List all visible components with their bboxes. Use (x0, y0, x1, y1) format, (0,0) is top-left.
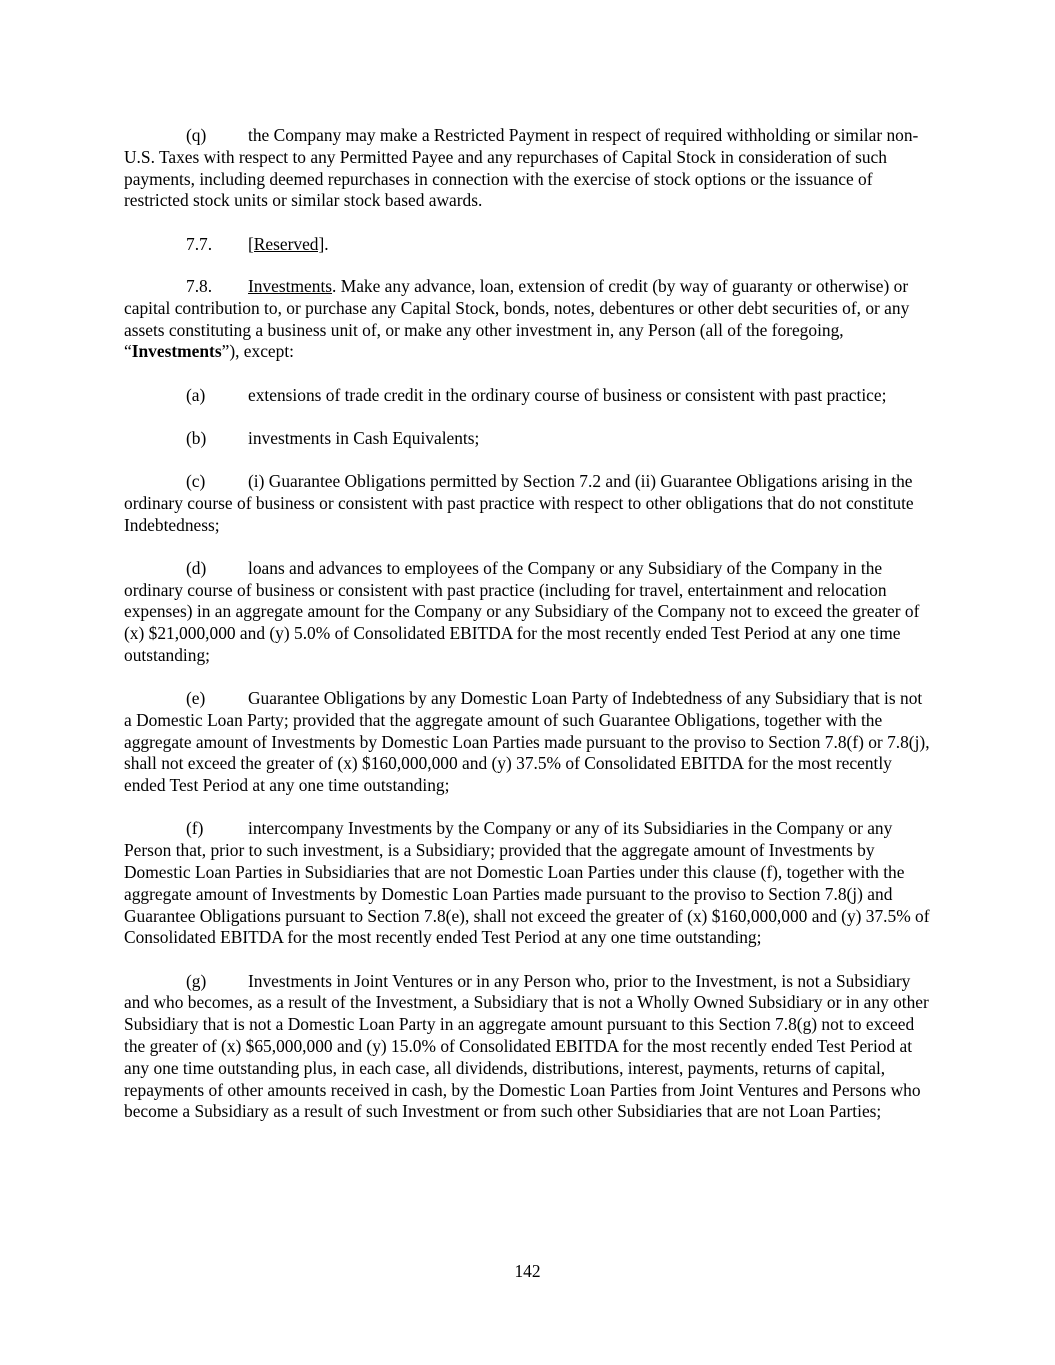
clause-text: intercompany Investments by the Company or any of its Subsidiaries in the Company or any Person that, prior to such investment, is a Subsidiary; provided that the aggregate amount of Investments by Domestic Loan Parties in Subsidiaries that are not Domestic Loan Parties under this clause (f), together with the aggregate amount of Investments by Domestic Loan Parties made pursuant to the proviso to Section 7.8(j) and Guarantee Obligations pursuant to Section 7.8(e), shall not exceed the greater of (x) $160,000,000 and (y) 37.5% of Consolidated EBITDA for the most recently ended Test Period at any one time outstanding; (124, 818, 930, 948)
clause-c (124, 471, 932, 536)
document-page (124, 125, 932, 1145)
section-text: . Make any advance, loan, extension of credit (by way of guaranty or otherwise) or capital contribution to, or purchase any Capital Stock, bonds, notes, debentures or other debt securities of, or any assets constituting a business unit of, or make any other investment in, any Person (all of the foregoing, “ (124, 275, 910, 362)
clause-text: (i) Guarantee Obligations permitted by Section 7.2 and (ii) Guarantee Obligations arising in the ordinary course of business or consistent with past practice with respect to other obligations that do not constitute Indebtedness; (124, 470, 914, 535)
clause-label: (q) (186, 125, 207, 145)
section-number: 7.7. (186, 233, 213, 254)
clause-q (124, 125, 932, 212)
clause-label: (g) (186, 970, 207, 991)
clause-label: (e) (186, 688, 206, 709)
clause-b (124, 428, 932, 450)
clause-text: loans and advances to employees of the Company or any Subsidiary of the Company in the ordinary course of business or consistent with past practice (including for travel, entertainment and relocation expenses) in an aggregate amount for the Company or any Subsidiary of the Company not to exceed the greater of (x) $21,000,000 and (y) 5.0% of Consolidated EBITDA for the most recently ended Test Period at any one time outstanding; (124, 557, 920, 665)
clause-label: (c) (186, 470, 206, 491)
clause-label: (f) (186, 818, 204, 839)
clause-g (124, 971, 932, 1124)
section-title: Investments (248, 275, 333, 296)
clause-text: Guarantee Obligations by any Domestic Loan Party of Indebtedness of any Subsidiary that is not a Domestic Loan Party; provided that the aggregate amount of such Guarantee Obligations, together with the aggregate amount of Investments by Domestic Loan Parties made pursuant to the proviso to Section 7.8(f) or 7.8(j), shall not exceed the greater of (x) $160,000,000 and (y) 37.5% of Consolidated EBITDA for the most recently ended Test Period at any one time outstanding; (124, 688, 930, 796)
clause-e (124, 688, 932, 797)
clause-text: extensions of trade credit in the ordinary course of business or consistent with past practice; (248, 384, 887, 405)
section-text-end: ”), except: (221, 341, 295, 362)
clause-text: the Company may make a Restricted Payment in respect of required withholding or similar non-U.S. Taxes with respect to any Permitted Payee and any repurchases of Capital Stock in consideration of such payments, including deemed repurchases in connection with the exercise of stock options or the issuance of restricted stock units or similar stock based awards. (124, 125, 919, 211)
clause-text: investments in Cash Equivalents; (248, 427, 480, 448)
clause-label: (a) (186, 384, 206, 405)
section-title-end: . (324, 233, 329, 254)
clause-d (124, 558, 932, 667)
section-7-7 (124, 234, 932, 256)
clause-a (124, 385, 932, 407)
clause-label: (b) (186, 427, 207, 448)
clause-text: Investments in Joint Ventures or in any Person who, prior to the Investment, is not a Subsidiary and who becomes, as a result of the Investment, a Subsidiary that is not a Wholly Owned Subsidiary or in any other Subsidiary that is not a Domestic Loan Party in an aggregate amount pursuant to this Section 7.8(g) not to exceed the greater of (x) $65,000,000 and (y) 15.0% of Consolidated EBITDA for the most recently ended Test Period at any one time outstanding plus, in each case, all dividends, distributions, interest, payments, returns of capital, repayments of other amounts received in cash, by the Domestic Loan Parties from Joint Ventures and Persons who become a Subsidiary as a result of such Investment or from such other Subsidiaries that are not Loan Parties; (124, 970, 929, 1122)
section-title: [Reserved] (248, 233, 325, 254)
defined-term: Investments (131, 341, 222, 362)
clause-label: (d) (186, 557, 207, 578)
section-number: 7.8. (186, 275, 213, 296)
page-number: 142 (514, 1261, 541, 1281)
clause-f (124, 818, 932, 949)
section-7-8 (124, 276, 932, 363)
